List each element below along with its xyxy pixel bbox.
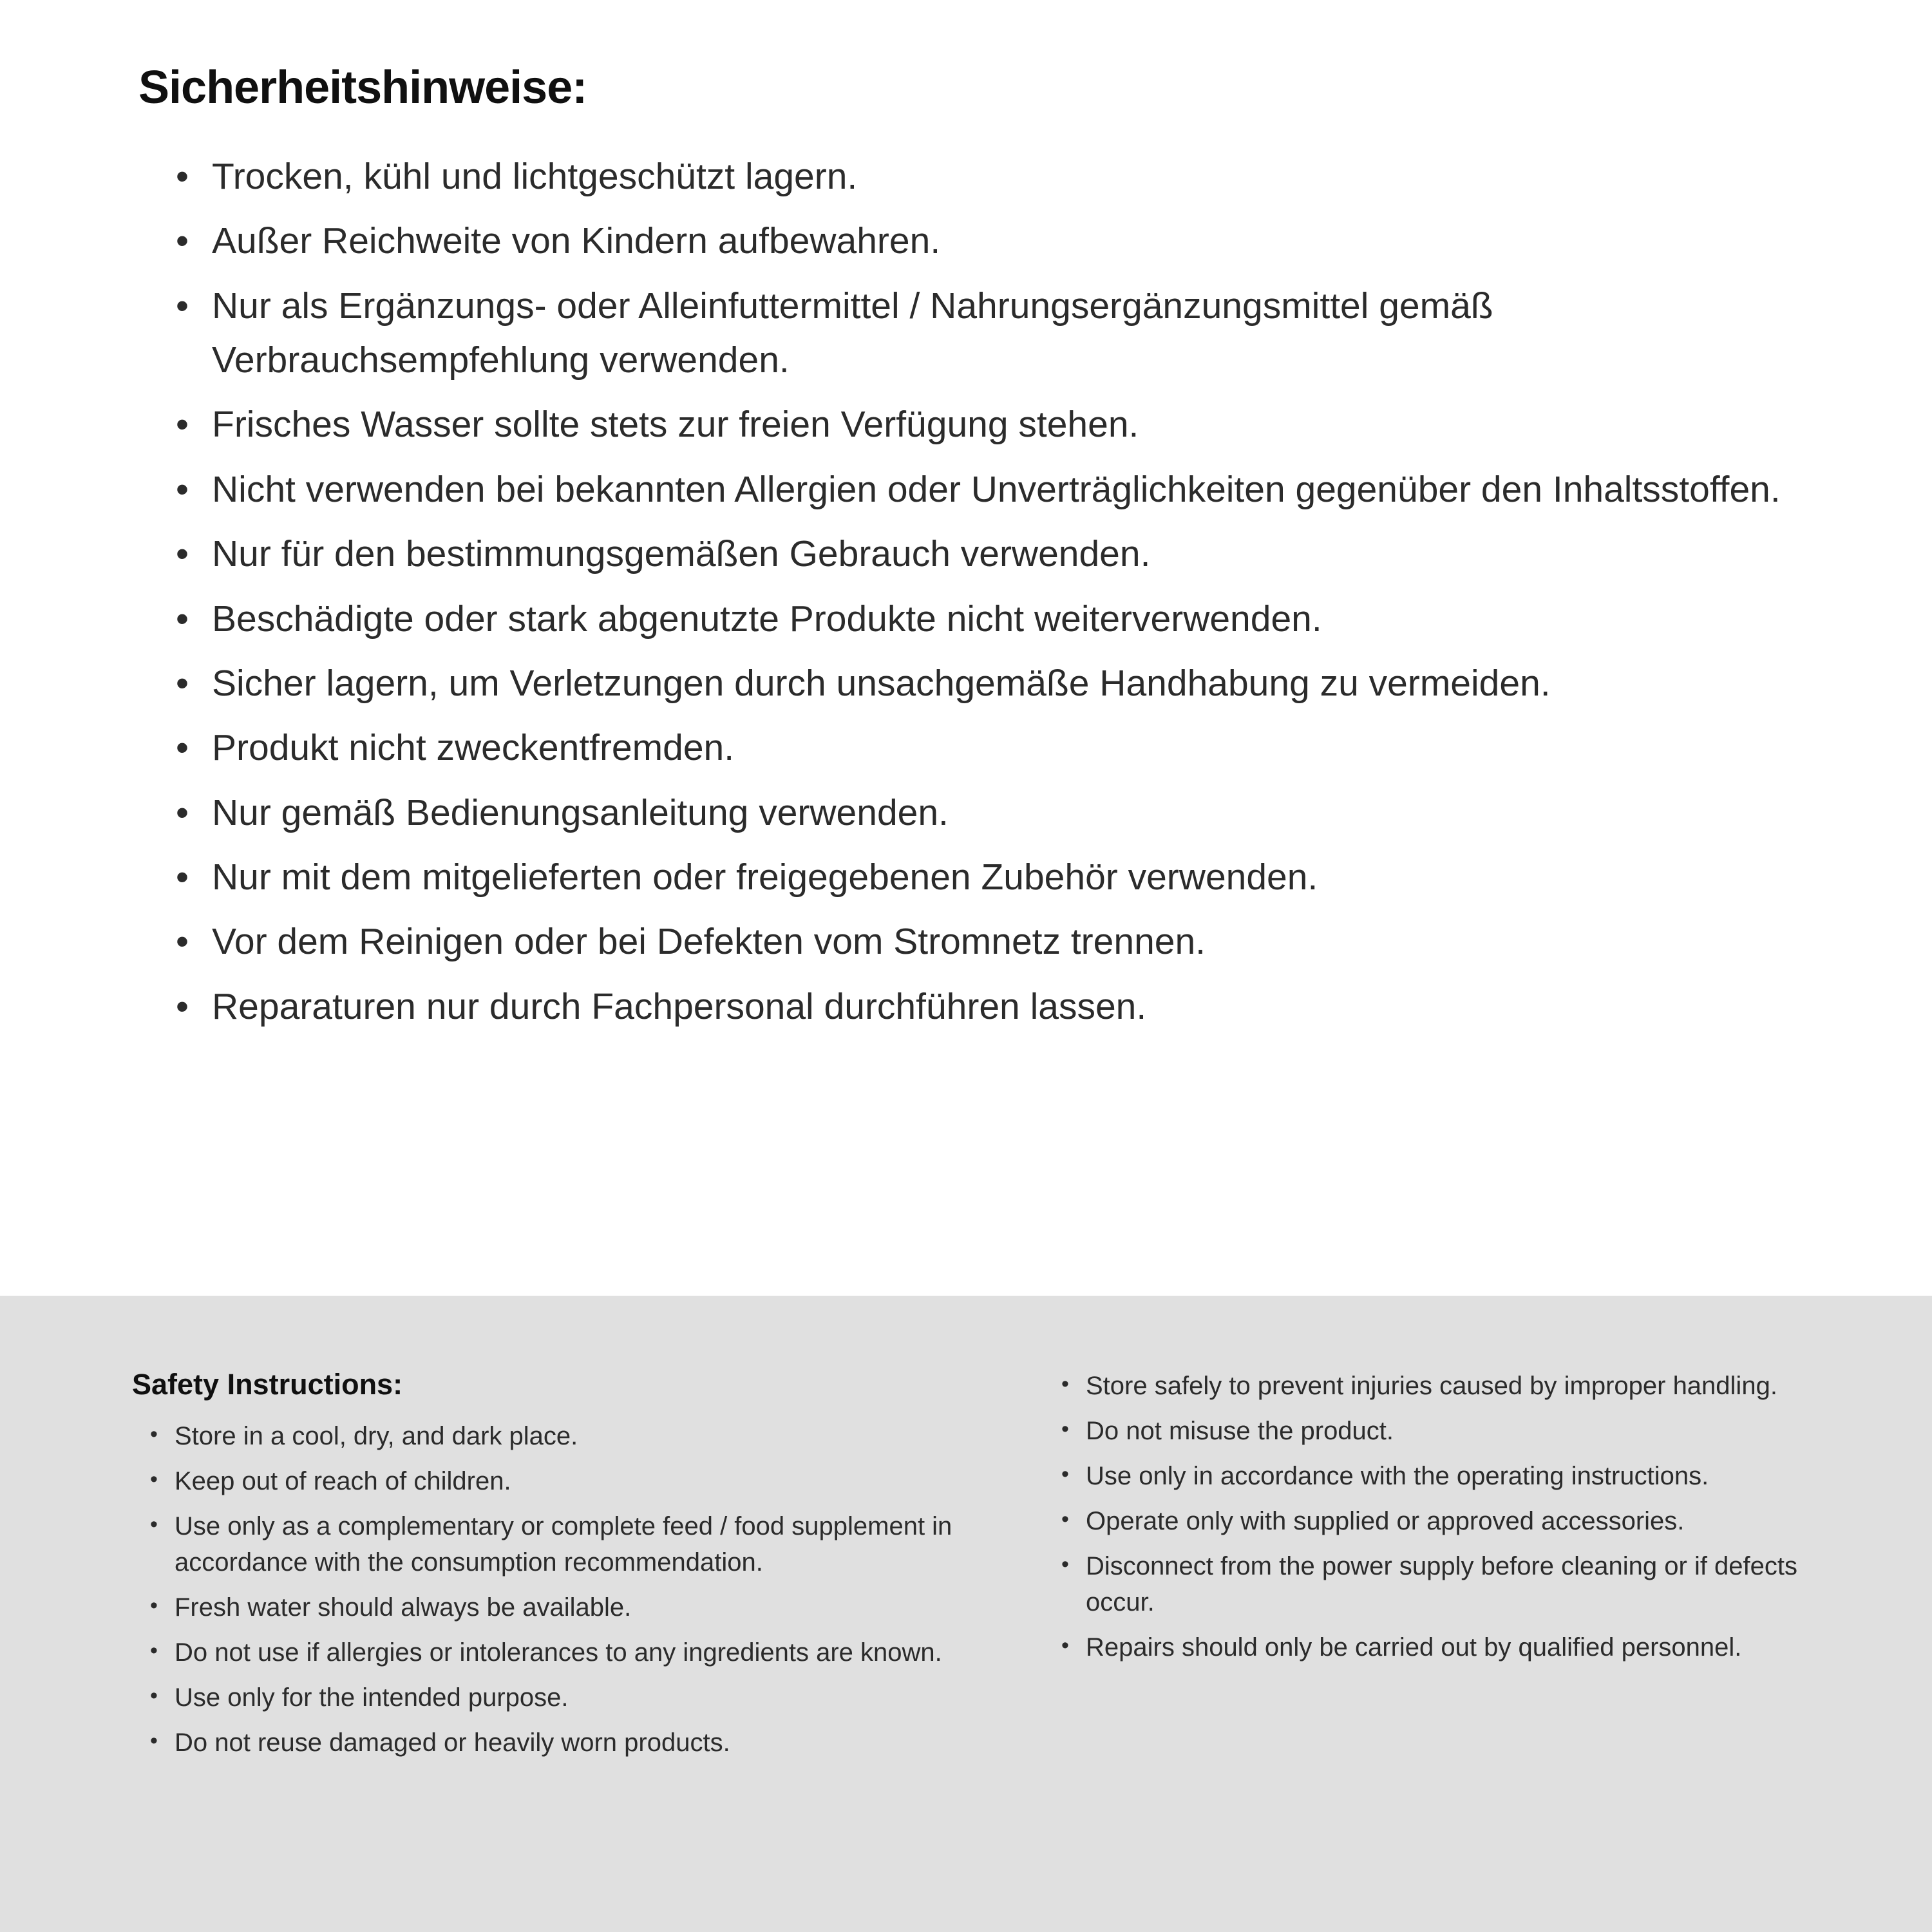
list-item: • Use only in accordance with the operating instructions. [1059,1458,1861,1494]
english-safety-list-left [132,1418,992,1761]
list-item: • Produkt nicht zweckentfremden. [176,721,1816,775]
list-item: • Disconnect from the power supply before cleaning or if defects occur. [1059,1548,1861,1620]
english-right-column [1043,1368,1861,1674]
list-item: • Trocken, kühl und lichtgeschützt lagern. [176,149,1816,204]
list-item: • Store safely to prevent injuries caused by improper handling. [1059,1368,1861,1404]
list-item: • Reparaturen nur durch Fachpersonal durchführen lassen. [176,980,1816,1034]
list-item: • Use only for the intended purpose. [147,1680,992,1716]
list-item: • Keep out of reach of children. [147,1463,992,1499]
list-item: • Store in a cool, dry, and dark place. [147,1418,992,1454]
list-item: • Do not use if allergies or intolerances to any ingredients are known. [147,1634,992,1671]
list-item: • Außer Reichweite von Kindern aufbewahren. [176,214,1816,268]
english-section-title: Safety Instructions: [132,1368,403,1401]
list-item: • Nur als Ergänzungs- oder Alleinfuttermittel / Nahrungsergänzungsmittel gemäß Verbrauchsempfehlung verwenden. [176,279,1816,388]
german-section-title: Sicherheitshinweise: [138,62,587,113]
list-item: • Do not reuse damaged or heavily worn products. [147,1725,992,1761]
list-item: • Sicher lagern, um Verletzungen durch unsachgemäße Handhabung zu vermeiden. [176,656,1816,710]
list-item: • Repairs should only be carried out by qualified personnel. [1059,1629,1861,1665]
list-item: • Operate only with supplied or approved accessories. [1059,1503,1861,1539]
english-safety-section [0,1296,1932,1932]
list-item: • Nur gemäß Bedienungsanleitung verwenden. [176,786,1816,840]
list-item: • Nur mit dem mitgelieferten oder freigegebenen Zubehör verwenden. [176,850,1816,904]
list-item: • Do not misuse the product. [1059,1413,1861,1449]
german-safety-list [138,149,1816,1034]
list-item: • Vor dem Reinigen oder bei Defekten vom Stromnetz trennen. [176,914,1816,969]
list-item: • Beschädigte oder stark abgenutzte Produkte nicht weiterverwenden. [176,592,1816,646]
list-item: • Nicht verwenden bei bekannten Allergien oder Unverträglichkeiten gegenüber den Inhaltsstoffen. [176,462,1816,516]
list-item: • Use only as a complementary or complete feed / food supplement in accordance with the consumption recommendation. [147,1508,992,1580]
english-left-column [132,1368,992,1770]
list-item: • Fresh water should always be available. [147,1589,992,1625]
list-item: • Frisches Wasser sollte stets zur freien Verfügung stehen. [176,397,1816,451]
list-item: • Nur für den bestimmungsgemäßen Gebrauch verwenden. [176,527,1816,581]
english-safety-list-right [1043,1368,1861,1665]
